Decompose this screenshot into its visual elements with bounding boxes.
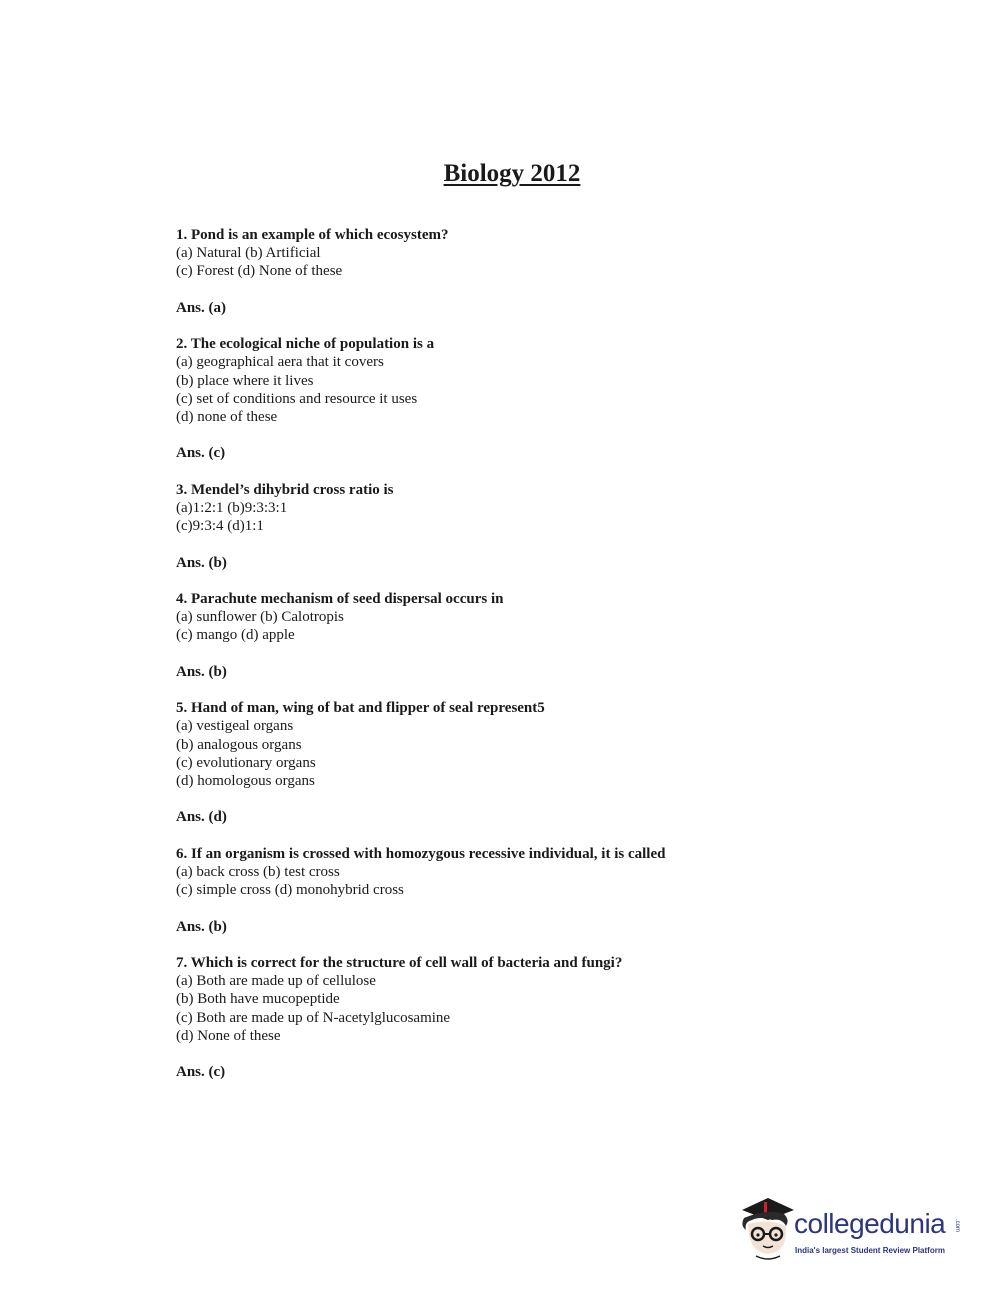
- option-line: (a) geographical aera that it covers: [176, 354, 384, 371]
- answer-line: Ans. (c): [176, 1064, 226, 1081]
- question-block: [176, 699, 876, 790]
- option-line: (c) set of conditions and resource it uses: [176, 390, 418, 407]
- answer-line: Ans. (c): [176, 445, 226, 462]
- answer-line: Ans. (d): [176, 809, 227, 826]
- question-block: [176, 590, 876, 645]
- option-line: (c) Forest (d) None of these: [176, 263, 343, 280]
- question-text: 6. If an organism is crossed with homozygous recessive individual, it is called: [176, 845, 666, 862]
- page-title: Biology 2012: [443, 160, 581, 187]
- option-line: (a) back cross (b) test cross: [176, 863, 340, 880]
- question-block: [176, 335, 876, 426]
- question-text: 1. Pond is an example of which ecosystem?: [176, 227, 449, 243]
- logo-tagline: India's largest Student Review Platform: [795, 1246, 945, 1255]
- logo-brand-text: collegedunia: [794, 1208, 946, 1239]
- option-line: (a)1:2:1 (b)9:3:3:1: [176, 499, 288, 516]
- option-line: (c) evolutionary organs: [176, 754, 316, 771]
- option-line: (c) simple cross (d) monohybrid cross: [176, 882, 404, 899]
- option-line: (c) mango (d) apple: [176, 627, 295, 644]
- mascot-graduate-icon: [738, 1196, 798, 1268]
- question-list: [176, 226, 876, 1100]
- option-line: (d) homologous organs: [176, 772, 315, 789]
- option-line: (d) None of these: [176, 1027, 281, 1044]
- answer-line: Ans. (b): [176, 663, 227, 680]
- option-line: (b) analogous organs: [176, 736, 302, 753]
- question-block: [176, 845, 876, 900]
- question-block: [176, 481, 876, 536]
- option-line: (a) sunflower (b) Calotropis: [176, 609, 344, 626]
- answer-line: Ans. (b): [176, 918, 227, 935]
- collegedunia-logo[interactable]: [738, 1196, 963, 1268]
- question-text: 3. Mendel’s dihybrid cross ratio is: [176, 481, 394, 498]
- question-text: 4. Parachute mechanism of seed dispersal occurs in: [176, 590, 504, 607]
- question-block: [176, 954, 876, 1045]
- answer-line: Ans. (a): [176, 299, 227, 316]
- question-block: [176, 226, 876, 281]
- option-line: (b) place where it lives: [176, 372, 314, 389]
- question-text: 5. Hand of man, wing of bat and flipper of seal represent5: [176, 700, 545, 717]
- answer-line: Ans. (b): [176, 554, 227, 571]
- option-line: (d) none of these: [176, 409, 278, 425]
- option-line: (a) vestigeal organs: [176, 718, 294, 735]
- question-text: 2. The ecological niche of population is a: [176, 336, 435, 353]
- option-line: (c)9:3:4 (d)1:1: [176, 518, 264, 535]
- option-line: (b) Both have mucopeptide: [176, 991, 340, 1008]
- option-line: (a) Both are made up of cellulose: [176, 973, 376, 990]
- option-line: (a) Natural (b) Artificial: [176, 245, 321, 262]
- option-line: (c) Both are made up of N-acetylglucosamine: [176, 1009, 451, 1026]
- logo-domain-suffix: .com: [954, 1219, 960, 1233]
- question-text: 7. Which is correct for the structure of cell wall of bacteria and fungi?: [176, 954, 623, 971]
